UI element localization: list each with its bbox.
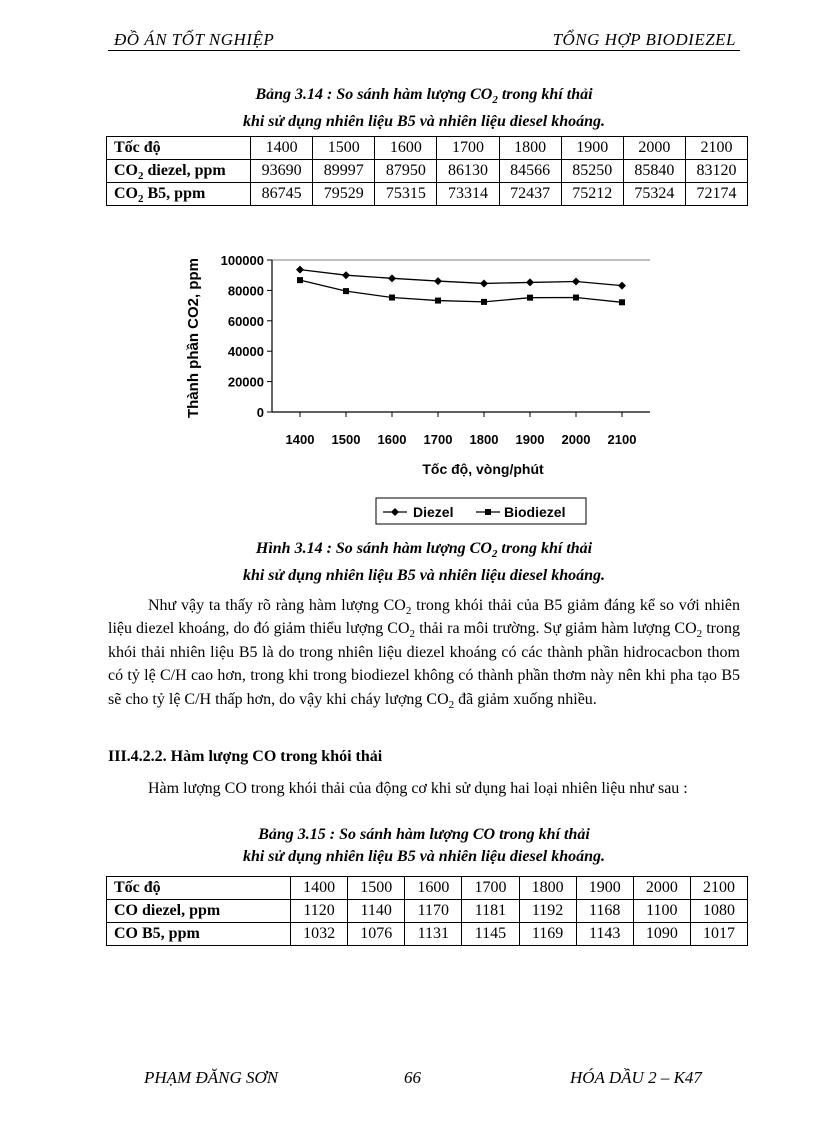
y-tick-label: 60000 xyxy=(227,313,264,329)
y-tick-label: 40000 xyxy=(227,344,264,360)
data-point-diezel xyxy=(572,278,580,286)
data-point-diezel xyxy=(480,279,488,287)
row-label: CO B5, ppm xyxy=(107,923,291,946)
data-point-biodiezel xyxy=(343,288,349,294)
co2-line-chart xyxy=(170,238,650,538)
page-number: 66 xyxy=(404,1068,421,1087)
data-point-biodiezel xyxy=(297,277,303,283)
y-tick-label: 0 xyxy=(256,405,264,420)
x-tick-label: 1800 xyxy=(469,432,499,447)
x-tick-label: 2100 xyxy=(607,432,637,447)
data-point-biodiezel xyxy=(435,298,441,304)
table-header-label: Tốc độ xyxy=(107,877,291,900)
figure-caption: Hình 3.14 : So sánh hàm lượng $CO_2$ trong khí thải khi sử dụng nhiên liệu B5 và nhiên liệu diesel khoáng. xyxy=(242,540,606,585)
x-tick-label: 1600 xyxy=(377,432,407,447)
footer-class: HÓA DẦU 2 – K47 xyxy=(570,1068,702,1087)
co-table xyxy=(106,876,748,946)
data-point-diezel xyxy=(342,271,350,279)
table-header-label: Tốc độ xyxy=(107,137,251,160)
data-point-diezel xyxy=(434,277,442,285)
table-row: Tốc độ 1400 1500 1600 1700 1800 1900 2000 2100 xyxy=(107,877,748,900)
data-point-biodiezel xyxy=(389,295,395,301)
data-point-biodiezel xyxy=(619,299,625,305)
x-axis-label: Tốc độ, vòng/phút xyxy=(422,461,544,477)
table-row: CO diezel, ppm 1120 1140 1170 1181 1192 1168 1100 1080 xyxy=(107,900,748,923)
table-row: Tốc độ 1400 1500 1600 1700 1800 1900 2000 2100 xyxy=(107,137,748,160)
table-row: $CO_2$ diezel, ppm 93690 89997 87950 86130 84566 85250 85840 83120 xyxy=(107,160,748,183)
header-left: ĐỒ ÁN TỐT NGHIỆP xyxy=(114,30,275,49)
data-point-diezel xyxy=(618,282,626,290)
chart-legend xyxy=(376,498,586,524)
table2-caption: Bảng 3.15 : So sánh hàm lượng CO trong khí thải khi sử dụng nhiên liệu B5 và nhiên liệu diesel khoáng. xyxy=(242,826,606,865)
y-tick-label: 100000 xyxy=(220,253,264,268)
page-header xyxy=(108,28,740,51)
x-tick-label: 1500 xyxy=(331,432,361,447)
table-row: $CO_2$ B5, ppm 86745 79529 75315 73314 72437 75212 75324 72174 xyxy=(107,183,748,206)
row-label: CO diezel, ppm xyxy=(107,900,291,923)
data-point-biodiezel xyxy=(481,299,487,305)
body-paragraph: Hàm lượng CO trong khói thải của động cơ khi sử dụng hai loại nhiên liệu như sau : xyxy=(148,780,688,797)
y-axis-label: Thành phần CO2, ppm xyxy=(185,258,202,418)
footer-author: PHẠM ĐĂNG SƠN xyxy=(144,1068,279,1087)
header-right: TỔNG HỢP BIODIEZEL xyxy=(552,30,736,49)
row-label: $CO_2$ diezel, ppm xyxy=(107,160,251,183)
section-title: III.4.2.2. Hàm lượng CO trong khói thải xyxy=(108,748,383,765)
x-tick-label: 2000 xyxy=(561,432,591,447)
x-tick-label: 1900 xyxy=(515,432,545,447)
co2-table xyxy=(106,136,748,206)
table-row: CO B5, ppm 1032 1076 1131 1145 1169 1143 1090 1017 xyxy=(107,923,748,946)
x-tick-label: 1700 xyxy=(423,432,453,447)
series-line-diezel xyxy=(300,270,622,286)
table1-caption: Bảng 3.14 : So sánh hàm lượng $CO_2$ trong khí thải khi sử dụng nhiên liệu B5 và nhiên liệu diesel khoáng. xyxy=(242,86,606,131)
data-point-biodiezel xyxy=(573,295,579,301)
data-point-diezel xyxy=(526,278,534,286)
legend-square-marker xyxy=(485,509,491,515)
y-tick-label: 80000 xyxy=(227,283,264,299)
legend-series-label: Biodiezel xyxy=(504,504,566,520)
data-point-diezel xyxy=(388,274,396,282)
data-point-diezel xyxy=(296,266,304,274)
y-tick-label: 20000 xyxy=(227,374,264,390)
legend-series-label: Diezel xyxy=(413,504,454,520)
x-tick-label: 1400 xyxy=(285,432,315,447)
data-point-biodiezel xyxy=(527,295,533,301)
body-paragraph: Như vậy ta thấy rõ ràng hàm lượng $CO_2$ trong khói thải của B5 giảm đáng kể so với nhiên liệu diezel khoáng, do đó giảm thiểu lượng $CO_2$ thải ra môi trường. Sự giảm hàm lượng $CO_2$ trong khói thải nhiên liệu B5 là do trong nhiên liệu diezel khoáng có các thành phần hidrocacbon thom có tỷ lệ C/H cao hơn, trong khi trong biodiezel không có thành phần thơm này nên khi pha tạo B5 sẽ cho tỷ lệ C/H thấp hơn, do vậy khi cháy lượng $CO_2$ đã giảm xuống nhiều. xyxy=(108,597,741,711)
row-label: $CO_2$ B5, ppm xyxy=(107,183,251,206)
